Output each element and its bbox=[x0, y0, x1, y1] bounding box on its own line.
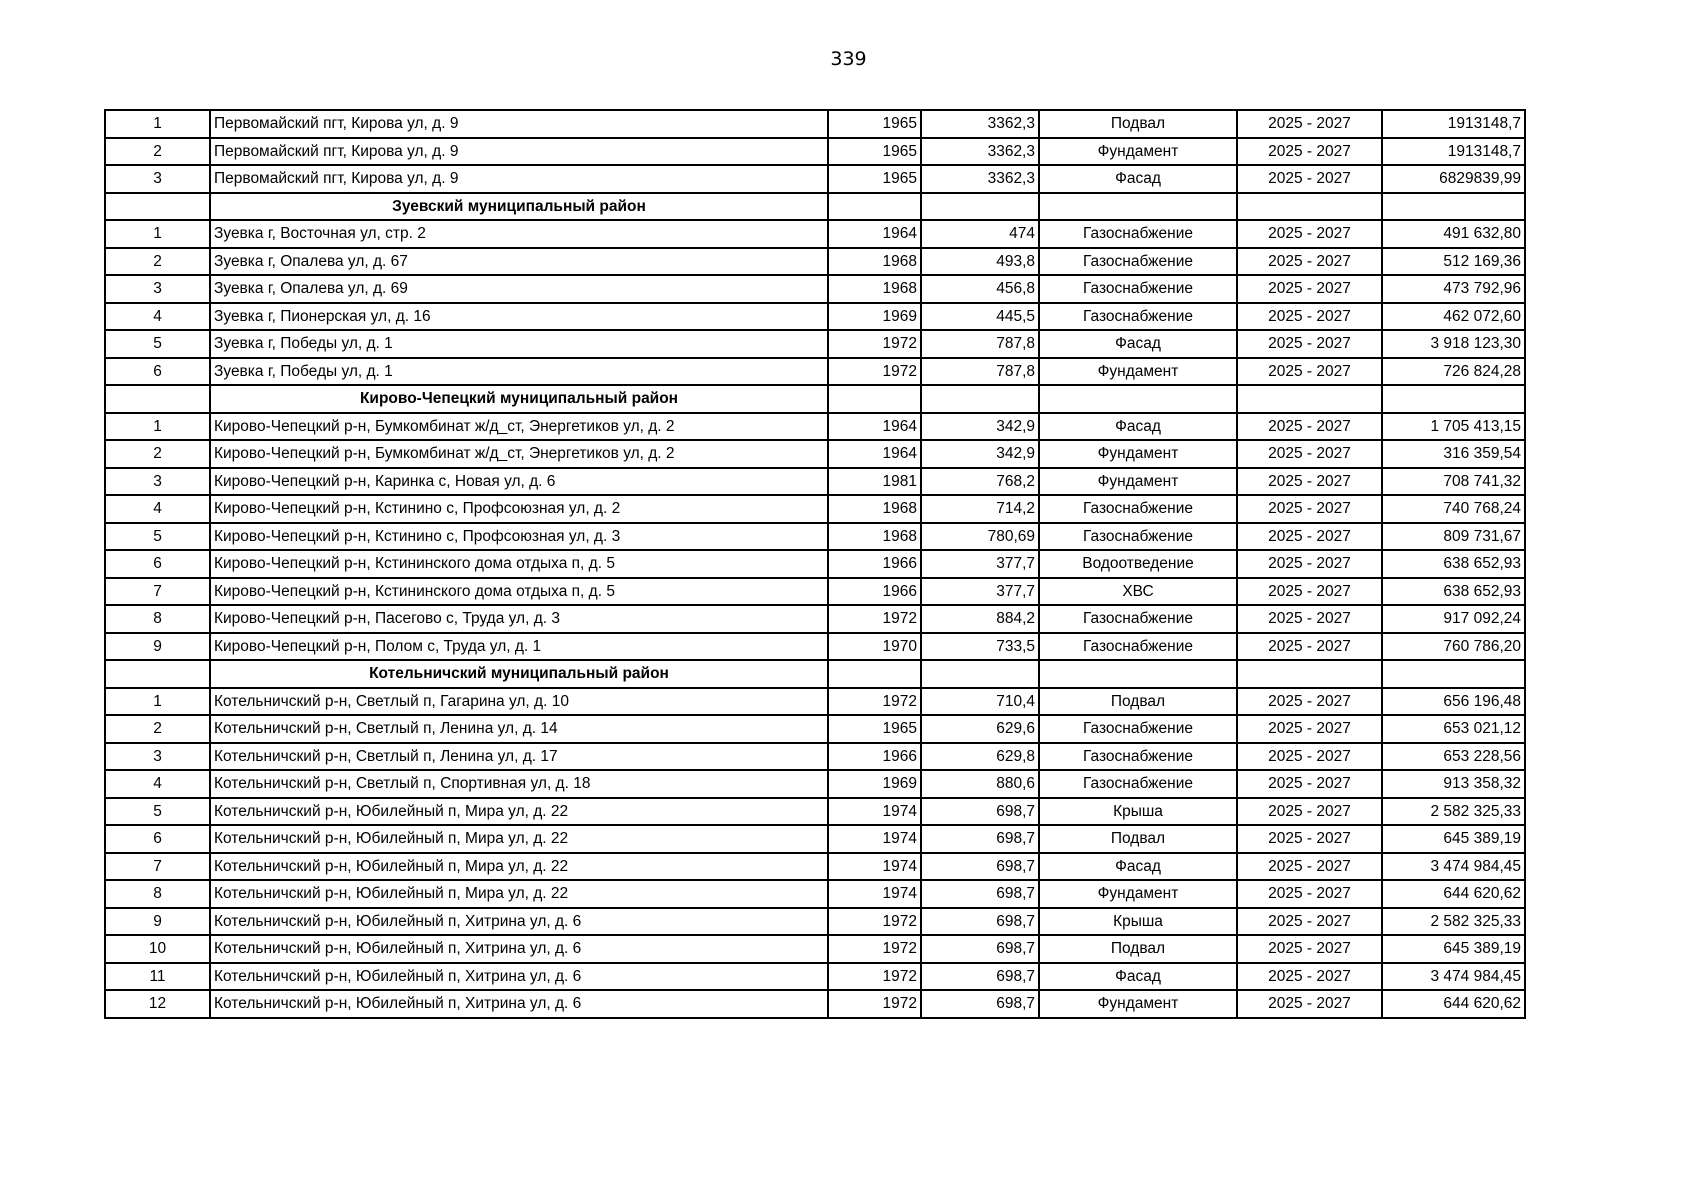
cell-area: 714,2 bbox=[921, 495, 1039, 523]
cell-number: 1 bbox=[105, 220, 210, 248]
cell-address: Котельничский р-н, Юбилейный п, Мира ул, д. 22 bbox=[210, 853, 828, 881]
cell-cost: 1913148,7 bbox=[1382, 138, 1525, 166]
cell-period: 2025 - 2027 bbox=[1237, 963, 1382, 991]
empty-cell bbox=[105, 193, 210, 221]
cell-area: 710,4 bbox=[921, 688, 1039, 716]
cell-number: 2 bbox=[105, 715, 210, 743]
cell-address: Зуевка г, Пионерская ул, д. 16 bbox=[210, 303, 828, 331]
cell-number: 4 bbox=[105, 303, 210, 331]
cell-area: 3362,3 bbox=[921, 110, 1039, 138]
cell-address: Котельничский р-н, Юбилейный п, Хитрина ул, д. 6 bbox=[210, 963, 828, 991]
cell-number: 11 bbox=[105, 963, 210, 991]
cell-number: 8 bbox=[105, 880, 210, 908]
table-row bbox=[105, 798, 1525, 826]
cell-year: 1966 bbox=[828, 578, 921, 606]
table-row bbox=[105, 908, 1525, 936]
empty-cell bbox=[828, 660, 921, 688]
cell-cost: 809 731,67 bbox=[1382, 523, 1525, 551]
table-row bbox=[105, 715, 1525, 743]
cell-area: 698,7 bbox=[921, 990, 1039, 1018]
table-row bbox=[105, 358, 1525, 386]
cell-work-type: Крыша bbox=[1039, 798, 1237, 826]
cell-work-type: Фасад bbox=[1039, 413, 1237, 441]
cell-period: 2025 - 2027 bbox=[1237, 880, 1382, 908]
empty-cell bbox=[1382, 193, 1525, 221]
section-title: Кирово-Чепецкий муниципальный район bbox=[210, 385, 828, 413]
cell-address: Кирово-Чепецкий р-н, Кстининского дома отдыха п, д. 5 bbox=[210, 550, 828, 578]
cell-cost: 653 021,12 bbox=[1382, 715, 1525, 743]
cell-work-type: Фундамент bbox=[1039, 990, 1237, 1018]
cell-year: 1970 bbox=[828, 633, 921, 661]
cell-year: 1965 bbox=[828, 138, 921, 166]
cell-number: 1 bbox=[105, 688, 210, 716]
cell-area: 787,8 bbox=[921, 330, 1039, 358]
empty-cell bbox=[1237, 193, 1382, 221]
cell-cost: 726 824,28 bbox=[1382, 358, 1525, 386]
cell-area: 445,5 bbox=[921, 303, 1039, 331]
cell-work-type: Газоснабжение bbox=[1039, 495, 1237, 523]
cell-work-type: ХВС bbox=[1039, 578, 1237, 606]
cell-year: 1964 bbox=[828, 220, 921, 248]
cell-year: 1965 bbox=[828, 110, 921, 138]
cell-address: Котельничский р-н, Светлый п, Гагарина ул, д. 10 bbox=[210, 688, 828, 716]
cell-cost: 6829839,99 bbox=[1382, 165, 1525, 193]
cell-work-type: Водоотведение bbox=[1039, 550, 1237, 578]
cell-number: 4 bbox=[105, 495, 210, 523]
table-row bbox=[105, 935, 1525, 963]
cell-address: Кирово-Чепецкий р-н, Бумкомбинат ж/д_ст, Энергетиков ул, д. 2 bbox=[210, 413, 828, 441]
cell-area: 698,7 bbox=[921, 798, 1039, 826]
cell-period: 2025 - 2027 bbox=[1237, 495, 1382, 523]
cell-period: 2025 - 2027 bbox=[1237, 578, 1382, 606]
cell-address: Котельничский р-н, Светлый п, Ленина ул, д. 17 bbox=[210, 743, 828, 771]
cell-year: 1969 bbox=[828, 770, 921, 798]
empty-cell bbox=[105, 660, 210, 688]
cell-address: Кирово-Чепецкий р-н, Кстининского дома отдыха п, д. 5 bbox=[210, 578, 828, 606]
cell-work-type: Фасад bbox=[1039, 330, 1237, 358]
cell-year: 1974 bbox=[828, 880, 921, 908]
cell-number: 5 bbox=[105, 330, 210, 358]
cell-work-type: Фундамент bbox=[1039, 358, 1237, 386]
empty-cell bbox=[921, 385, 1039, 413]
cell-number: 6 bbox=[105, 825, 210, 853]
section-header-row bbox=[105, 385, 1525, 413]
cell-period: 2025 - 2027 bbox=[1237, 990, 1382, 1018]
cell-work-type: Газоснабжение bbox=[1039, 248, 1237, 276]
empty-cell bbox=[1382, 660, 1525, 688]
empty-cell bbox=[828, 385, 921, 413]
cell-work-type: Газоснабжение bbox=[1039, 605, 1237, 633]
cell-year: 1974 bbox=[828, 798, 921, 826]
cell-cost: 644 620,62 bbox=[1382, 880, 1525, 908]
cell-period: 2025 - 2027 bbox=[1237, 523, 1382, 551]
cell-period: 2025 - 2027 bbox=[1237, 715, 1382, 743]
cell-year: 1974 bbox=[828, 825, 921, 853]
cell-work-type: Подвал bbox=[1039, 110, 1237, 138]
cell-year: 1972 bbox=[828, 688, 921, 716]
cell-work-type: Газоснабжение bbox=[1039, 633, 1237, 661]
cell-year: 1968 bbox=[828, 275, 921, 303]
table-row bbox=[105, 330, 1525, 358]
cell-number: 3 bbox=[105, 743, 210, 771]
cell-area: 493,8 bbox=[921, 248, 1039, 276]
empty-cell bbox=[1237, 385, 1382, 413]
cell-work-type: Газоснабжение bbox=[1039, 303, 1237, 331]
cell-year: 1964 bbox=[828, 440, 921, 468]
cell-work-type: Фундамент bbox=[1039, 440, 1237, 468]
cell-address: Зуевка г, Победы ул, д. 1 bbox=[210, 358, 828, 386]
cell-year: 1964 bbox=[828, 413, 921, 441]
cell-period: 2025 - 2027 bbox=[1237, 358, 1382, 386]
cell-area: 629,8 bbox=[921, 743, 1039, 771]
cell-year: 1981 bbox=[828, 468, 921, 496]
cell-period: 2025 - 2027 bbox=[1237, 138, 1382, 166]
cell-cost: 708 741,32 bbox=[1382, 468, 1525, 496]
cell-cost: 1 705 413,15 bbox=[1382, 413, 1525, 441]
cell-period: 2025 - 2027 bbox=[1237, 550, 1382, 578]
cell-area: 629,6 bbox=[921, 715, 1039, 743]
cell-period: 2025 - 2027 bbox=[1237, 798, 1382, 826]
cell-address: Зуевка г, Опалева ул, д. 69 bbox=[210, 275, 828, 303]
cell-number: 3 bbox=[105, 275, 210, 303]
cell-area: 787,8 bbox=[921, 358, 1039, 386]
cell-area: 474 bbox=[921, 220, 1039, 248]
cell-period: 2025 - 2027 bbox=[1237, 605, 1382, 633]
cell-cost: 645 389,19 bbox=[1382, 825, 1525, 853]
cell-area: 780,69 bbox=[921, 523, 1039, 551]
table-row bbox=[105, 110, 1525, 138]
cell-address: Кирово-Чепецкий р-н, Бумкомбинат ж/д_ст, Энергетиков ул, д. 2 bbox=[210, 440, 828, 468]
cell-period: 2025 - 2027 bbox=[1237, 165, 1382, 193]
table-row bbox=[105, 633, 1525, 661]
cell-period: 2025 - 2027 bbox=[1237, 413, 1382, 441]
cell-year: 1972 bbox=[828, 330, 921, 358]
cell-cost: 1913148,7 bbox=[1382, 110, 1525, 138]
cell-area: 768,2 bbox=[921, 468, 1039, 496]
cell-number: 7 bbox=[105, 853, 210, 881]
cell-address: Котельничский р-н, Юбилейный п, Хитрина ул, д. 6 bbox=[210, 990, 828, 1018]
table-row bbox=[105, 990, 1525, 1018]
cell-address: Котельничский р-н, Юбилейный п, Мира ул, д. 22 bbox=[210, 825, 828, 853]
cell-address: Котельничский р-н, Юбилейный п, Мира ул, д. 22 bbox=[210, 880, 828, 908]
cell-year: 1968 bbox=[828, 495, 921, 523]
cell-area: 342,9 bbox=[921, 413, 1039, 441]
cell-period: 2025 - 2027 bbox=[1237, 688, 1382, 716]
table-row bbox=[105, 578, 1525, 606]
cell-number: 1 bbox=[105, 110, 210, 138]
cell-year: 1968 bbox=[828, 523, 921, 551]
cell-year: 1972 bbox=[828, 963, 921, 991]
table-row bbox=[105, 550, 1525, 578]
cell-address: Первомайский пгт, Кирова ул, д. 9 bbox=[210, 138, 828, 166]
cell-year: 1965 bbox=[828, 165, 921, 193]
cell-address: Зуевка г, Восточная ул, стр. 2 bbox=[210, 220, 828, 248]
empty-cell bbox=[1039, 193, 1237, 221]
cell-period: 2025 - 2027 bbox=[1237, 440, 1382, 468]
cell-cost: 917 092,24 bbox=[1382, 605, 1525, 633]
cell-year: 1972 bbox=[828, 908, 921, 936]
cell-address: Котельничский р-н, Светлый п, Ленина ул, д. 14 bbox=[210, 715, 828, 743]
cell-cost: 3 474 984,45 bbox=[1382, 963, 1525, 991]
cell-cost: 760 786,20 bbox=[1382, 633, 1525, 661]
table-row bbox=[105, 440, 1525, 468]
cell-year: 1974 bbox=[828, 853, 921, 881]
cell-period: 2025 - 2027 bbox=[1237, 303, 1382, 331]
cell-number: 9 bbox=[105, 633, 210, 661]
table-row bbox=[105, 248, 1525, 276]
cell-area: 377,7 bbox=[921, 578, 1039, 606]
cell-cost: 316 359,54 bbox=[1382, 440, 1525, 468]
table-body bbox=[105, 110, 1525, 1018]
section-header-row bbox=[105, 660, 1525, 688]
cell-address: Зуевка г, Победы ул, д. 1 bbox=[210, 330, 828, 358]
cell-address: Котельничский р-н, Юбилейный п, Мира ул, д. 22 bbox=[210, 798, 828, 826]
cell-work-type: Газоснабжение bbox=[1039, 275, 1237, 303]
section-title: Котельничский муниципальный район bbox=[210, 660, 828, 688]
cell-period: 2025 - 2027 bbox=[1237, 770, 1382, 798]
table-row bbox=[105, 743, 1525, 771]
cell-period: 2025 - 2027 bbox=[1237, 275, 1382, 303]
cell-cost: 913 358,32 bbox=[1382, 770, 1525, 798]
cell-address: Кирово-Чепецкий р-н, Пасегово с, Труда ул, д. 3 bbox=[210, 605, 828, 633]
cell-address: Первомайский пгт, Кирова ул, д. 9 bbox=[210, 165, 828, 193]
cell-number: 3 bbox=[105, 165, 210, 193]
cell-year: 1966 bbox=[828, 743, 921, 771]
cell-cost: 2 582 325,33 bbox=[1382, 798, 1525, 826]
empty-cell bbox=[1039, 385, 1237, 413]
table-row bbox=[105, 688, 1525, 716]
page-number: 339 bbox=[830, 48, 867, 70]
cell-area: 698,7 bbox=[921, 853, 1039, 881]
cell-work-type: Газоснабжение bbox=[1039, 715, 1237, 743]
cell-period: 2025 - 2027 bbox=[1237, 633, 1382, 661]
cell-area: 342,9 bbox=[921, 440, 1039, 468]
cell-cost: 473 792,96 bbox=[1382, 275, 1525, 303]
cell-work-type: Подвал bbox=[1039, 825, 1237, 853]
cell-cost: 638 652,93 bbox=[1382, 550, 1525, 578]
cell-work-type: Подвал bbox=[1039, 688, 1237, 716]
empty-cell bbox=[1382, 385, 1525, 413]
cell-number: 10 bbox=[105, 935, 210, 963]
cell-area: 698,7 bbox=[921, 908, 1039, 936]
table-row bbox=[105, 165, 1525, 193]
cell-area: 880,6 bbox=[921, 770, 1039, 798]
cell-cost: 644 620,62 bbox=[1382, 990, 1525, 1018]
cell-address: Котельничский р-н, Юбилейный п, Хитрина ул, д. 6 bbox=[210, 935, 828, 963]
cell-number: 12 bbox=[105, 990, 210, 1018]
cell-number: 4 bbox=[105, 770, 210, 798]
table-row bbox=[105, 275, 1525, 303]
cell-area: 698,7 bbox=[921, 963, 1039, 991]
cell-area: 698,7 bbox=[921, 825, 1039, 853]
cell-area: 3362,3 bbox=[921, 138, 1039, 166]
cell-address: Кирово-Чепецкий р-н, Каринка с, Новая ул, д. 6 bbox=[210, 468, 828, 496]
table-row bbox=[105, 303, 1525, 331]
cell-year: 1966 bbox=[828, 550, 921, 578]
cell-year: 1969 bbox=[828, 303, 921, 331]
cell-work-type: Газоснабжение bbox=[1039, 770, 1237, 798]
table-row bbox=[105, 770, 1525, 798]
cell-year: 1968 bbox=[828, 248, 921, 276]
table-row bbox=[105, 963, 1525, 991]
cell-address: Кирово-Чепецкий р-н, Полом с, Труда ул, д. 1 bbox=[210, 633, 828, 661]
cell-number: 2 bbox=[105, 440, 210, 468]
cell-number: 5 bbox=[105, 523, 210, 551]
table-row bbox=[105, 220, 1525, 248]
cell-address: Кирово-Чепецкий р-н, Кстинино с, Профсоюзная ул, д. 2 bbox=[210, 495, 828, 523]
empty-cell bbox=[921, 193, 1039, 221]
cell-period: 2025 - 2027 bbox=[1237, 330, 1382, 358]
cell-area: 456,8 bbox=[921, 275, 1039, 303]
empty-cell bbox=[105, 385, 210, 413]
cell-cost: 653 228,56 bbox=[1382, 743, 1525, 771]
cell-work-type: Фасад bbox=[1039, 853, 1237, 881]
cell-area: 733,5 bbox=[921, 633, 1039, 661]
cell-address: Кирово-Чепецкий р-н, Кстинино с, Профсоюзная ул, д. 3 bbox=[210, 523, 828, 551]
cell-year: 1972 bbox=[828, 358, 921, 386]
empty-cell bbox=[828, 193, 921, 221]
cell-period: 2025 - 2027 bbox=[1237, 468, 1382, 496]
cell-work-type: Крыша bbox=[1039, 908, 1237, 936]
cell-address: Первомайский пгт, Кирова ул, д. 9 bbox=[210, 110, 828, 138]
cell-number: 1 bbox=[105, 413, 210, 441]
housing-repair-table bbox=[104, 109, 1526, 1019]
cell-number: 6 bbox=[105, 358, 210, 386]
cell-area: 377,7 bbox=[921, 550, 1039, 578]
cell-cost: 2 582 325,33 bbox=[1382, 908, 1525, 936]
cell-work-type: Фундамент bbox=[1039, 880, 1237, 908]
cell-work-type: Фундамент bbox=[1039, 138, 1237, 166]
cell-cost: 462 072,60 bbox=[1382, 303, 1525, 331]
cell-work-type: Фасад bbox=[1039, 963, 1237, 991]
cell-cost: 3 474 984,45 bbox=[1382, 853, 1525, 881]
cell-period: 2025 - 2027 bbox=[1237, 248, 1382, 276]
table-row bbox=[105, 605, 1525, 633]
cell-number: 5 bbox=[105, 798, 210, 826]
cell-period: 2025 - 2027 bbox=[1237, 853, 1382, 881]
cell-area: 3362,3 bbox=[921, 165, 1039, 193]
table-row bbox=[105, 413, 1525, 441]
cell-period: 2025 - 2027 bbox=[1237, 825, 1382, 853]
cell-cost: 645 389,19 bbox=[1382, 935, 1525, 963]
cell-number: 6 bbox=[105, 550, 210, 578]
cell-year: 1972 bbox=[828, 935, 921, 963]
cell-cost: 512 169,36 bbox=[1382, 248, 1525, 276]
cell-number: 9 bbox=[105, 908, 210, 936]
cell-year: 1972 bbox=[828, 990, 921, 1018]
table-row bbox=[105, 825, 1525, 853]
cell-work-type: Фундамент bbox=[1039, 468, 1237, 496]
table-row bbox=[105, 523, 1525, 551]
cell-work-type: Газоснабжение bbox=[1039, 523, 1237, 551]
cell-address: Зуевка г, Опалева ул, д. 67 bbox=[210, 248, 828, 276]
table-row bbox=[105, 495, 1525, 523]
cell-period: 2025 - 2027 bbox=[1237, 743, 1382, 771]
empty-cell bbox=[1039, 660, 1237, 688]
cell-address: Котельничский р-н, Юбилейный п, Хитрина ул, д. 6 bbox=[210, 908, 828, 936]
cell-period: 2025 - 2027 bbox=[1237, 908, 1382, 936]
cell-cost: 491 632,80 bbox=[1382, 220, 1525, 248]
cell-area: 698,7 bbox=[921, 935, 1039, 963]
cell-area: 884,2 bbox=[921, 605, 1039, 633]
cell-number: 3 bbox=[105, 468, 210, 496]
cell-number: 8 bbox=[105, 605, 210, 633]
cell-cost: 638 652,93 bbox=[1382, 578, 1525, 606]
cell-cost: 740 768,24 bbox=[1382, 495, 1525, 523]
cell-cost: 3 918 123,30 bbox=[1382, 330, 1525, 358]
table-row bbox=[105, 468, 1525, 496]
cell-year: 1965 bbox=[828, 715, 921, 743]
section-title: Зуевский муниципальный район bbox=[210, 193, 828, 221]
cell-number: 7 bbox=[105, 578, 210, 606]
cell-period: 2025 - 2027 bbox=[1237, 110, 1382, 138]
table-row bbox=[105, 880, 1525, 908]
cell-period: 2025 - 2027 bbox=[1237, 935, 1382, 963]
cell-work-type: Газоснабжение bbox=[1039, 743, 1237, 771]
cell-work-type: Фасад bbox=[1039, 165, 1237, 193]
empty-cell bbox=[1237, 660, 1382, 688]
cell-address: Котельничский р-н, Светлый п, Спортивная ул, д. 18 bbox=[210, 770, 828, 798]
table-row bbox=[105, 853, 1525, 881]
section-header-row bbox=[105, 193, 1525, 221]
cell-number: 2 bbox=[105, 248, 210, 276]
cell-period: 2025 - 2027 bbox=[1237, 220, 1382, 248]
empty-cell bbox=[921, 660, 1039, 688]
cell-area: 698,7 bbox=[921, 880, 1039, 908]
cell-work-type: Подвал bbox=[1039, 935, 1237, 963]
cell-number: 2 bbox=[105, 138, 210, 166]
cell-work-type: Газоснабжение bbox=[1039, 220, 1237, 248]
table-row bbox=[105, 138, 1525, 166]
cell-cost: 656 196,48 bbox=[1382, 688, 1525, 716]
cell-year: 1972 bbox=[828, 605, 921, 633]
